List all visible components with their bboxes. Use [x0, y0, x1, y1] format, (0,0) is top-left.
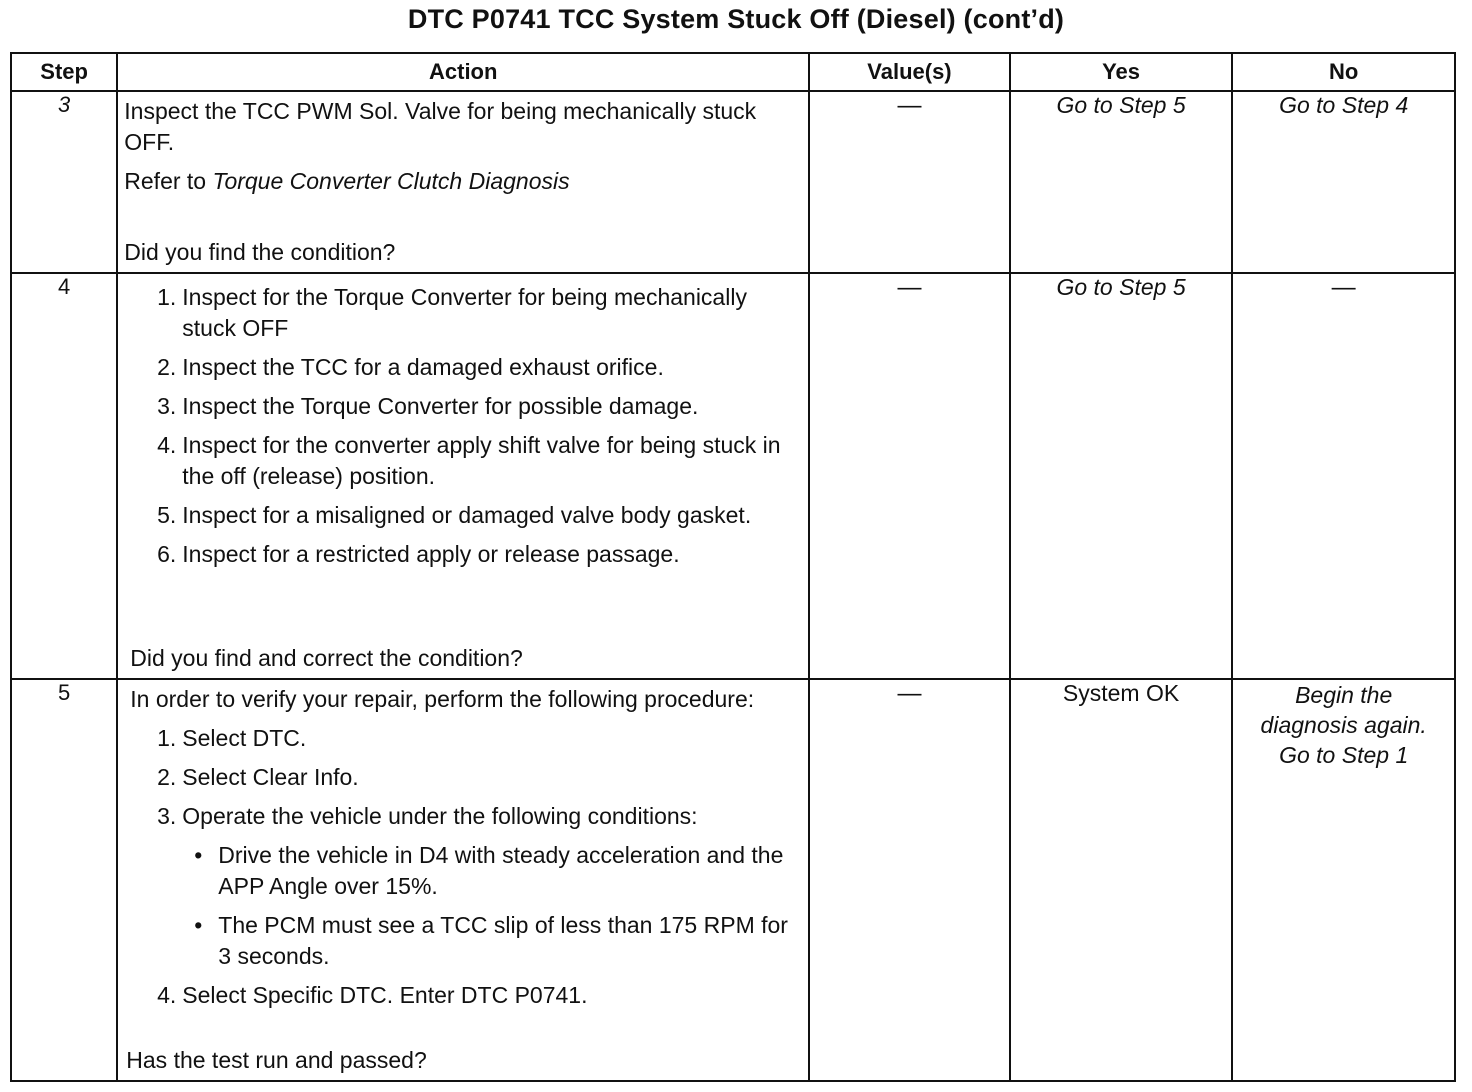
refer-prefix: Refer to [124, 168, 213, 194]
table-row-step-5 [11, 679, 1455, 1081]
list-item: 3. Operate the vehicle under the following conditions: [157, 803, 698, 829]
list-item: 5. Inspect for a misaligned or damaged valve body gasket. [157, 502, 752, 528]
no-cell: — [1232, 273, 1455, 679]
action-cell [117, 679, 809, 1081]
list-item: 2. Select Clear Info. [157, 764, 359, 790]
list-item: 6. Inspect for a restricted apply or release passage. [157, 541, 680, 567]
no-line: Go to Step 1 [1279, 742, 1409, 768]
bullet-item: • Drive the vehicle in D4 with steady acceleration and the APP Angle over 15%. [194, 842, 784, 899]
page-title: DTC P0741 TCC System Stuck Off (Diesel) (cont’d) [407, 4, 1065, 34]
action-intro: In order to verify your repair, perform the following procedure: [130, 686, 755, 712]
refer-line [124, 166, 802, 197]
question-text: Did you find and correct the condition? [130, 645, 523, 671]
step-number: 5 [11, 679, 117, 1081]
header-row [11, 53, 1455, 91]
yes-cell: Go to Step 5 [1010, 91, 1233, 273]
header-yes: Yes [1010, 53, 1233, 91]
list-item: 4. Select Specific DTC. Enter DTC P0741. [157, 982, 588, 1008]
no-line: diagnosis again. [1260, 712, 1427, 738]
bullet-item: • The PCM must see a TCC slip of less than 175 RPM for 3 seconds. [194, 912, 788, 969]
value-cell: — [809, 273, 1010, 679]
question-text: Did you find the condition? [124, 239, 396, 265]
no-cell [1232, 679, 1455, 1081]
value-cell: — [809, 679, 1010, 1081]
action-cell [117, 91, 809, 273]
no-cell: Go to Step 4 [1232, 91, 1455, 273]
question-text: Has the test run and passed? [126, 1047, 427, 1073]
list-item: 1. Inspect for the Torque Converter for being mechanically stuck OFF [157, 284, 747, 341]
step-number: 4 [11, 273, 117, 679]
header-action: Action [117, 53, 809, 91]
numbered-list [118, 274, 808, 570]
header-values: Value(s) [809, 53, 1010, 91]
action-cell [117, 273, 809, 679]
refer-link[interactable]: Torque Converter Clutch Diagnosis [212, 168, 570, 194]
header-no: No [1232, 53, 1455, 91]
table-row-step-4 [11, 273, 1455, 679]
bullet-list [118, 840, 792, 972]
table-row-step-3 [11, 91, 1455, 273]
yes-cell: Go to Step 5 [1010, 273, 1233, 679]
list-item: 3. Inspect the Torque Converter for possible damage. [157, 393, 699, 419]
action-text: Inspect the TCC PWM Sol. Valve for being mechanically stuck OFF. [124, 98, 757, 155]
diagnostic-table [10, 52, 1456, 1082]
list-item: 2. Inspect the TCC for a damaged exhaust orifice. [157, 354, 664, 380]
step-number: 3 [11, 91, 117, 273]
list-item: 1. Select DTC. [157, 725, 307, 751]
header-step: Step [11, 53, 117, 91]
yes-cell: System OK [1010, 679, 1233, 1081]
numbered-list [118, 715, 808, 1011]
list-item: 4. Inspect for the converter apply shift valve for being stuck in the off (release) position. [157, 432, 781, 489]
value-cell: — [809, 91, 1010, 273]
no-line: Begin the [1295, 682, 1393, 708]
